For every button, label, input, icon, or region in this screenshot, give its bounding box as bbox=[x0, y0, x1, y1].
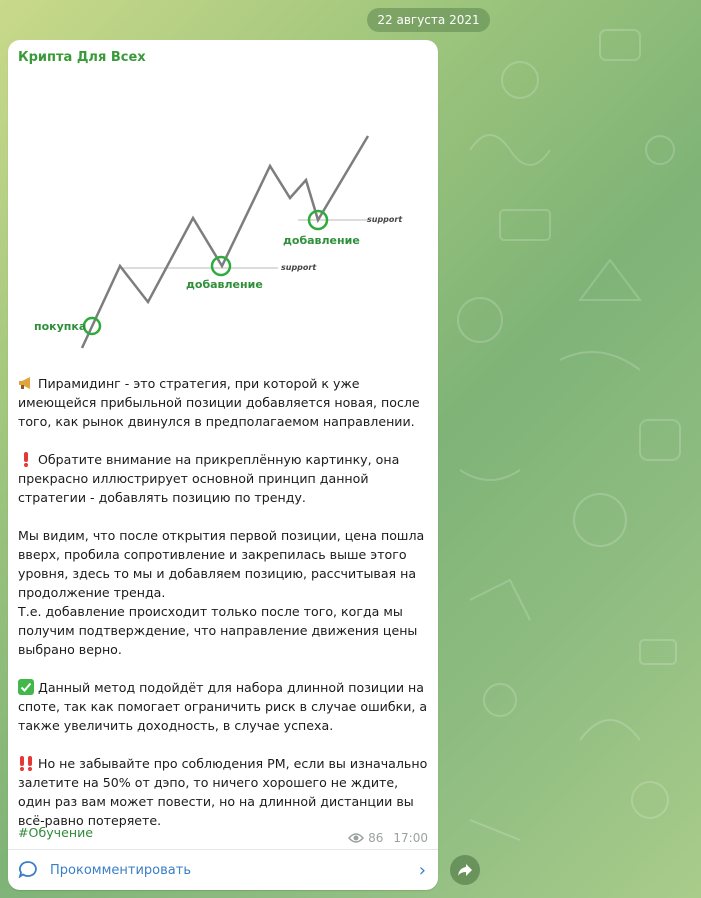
message-time: 17:00 bbox=[393, 831, 428, 845]
paragraph-4 bbox=[18, 602, 430, 659]
message-bubble bbox=[8, 40, 438, 890]
buy-label: покупка bbox=[34, 320, 87, 333]
message-text bbox=[18, 374, 430, 849]
check-icon bbox=[18, 679, 34, 695]
paragraph-6-text: Но не забывайте про соблюдения РМ, если вы изначально залетите на 50% от дэпо, то ничего хорошего не ждите, один раз вам может повести, но на длинной дистанции вы всё-равно потеряете. bbox=[18, 756, 428, 828]
date-separator: 22 августа 2021 bbox=[367, 8, 490, 32]
share-arrow-icon bbox=[457, 863, 473, 877]
support-label-1: support bbox=[281, 263, 317, 272]
channel-name[interactable]: Крипта Для Всех bbox=[18, 50, 146, 65]
message-meta bbox=[348, 831, 428, 845]
comment-label: Прокомментировать bbox=[50, 862, 191, 878]
paragraph-3 bbox=[18, 526, 430, 602]
views-count: 86 bbox=[368, 831, 384, 845]
comment-bubble-icon bbox=[18, 860, 38, 880]
paragraph-5-text: Данный метод подойдёт для набора длинной позиции на споте, так как помогает ограничить риск в случае ошибки, а также увеличить доходность, в случае успеха. bbox=[18, 680, 428, 733]
share-button[interactable] bbox=[450, 855, 480, 885]
paragraph-2 bbox=[18, 450, 430, 507]
megaphone-icon bbox=[18, 375, 34, 391]
paragraph-2-text: Обратите внимание на прикреплённую картинку, она прекрасно иллюстрирует основной принцип данной стратегии - добавлять позицию по тренду. bbox=[18, 452, 400, 505]
hashtag-link[interactable]: #Обучение bbox=[18, 825, 94, 840]
double-exclamation-icon bbox=[18, 755, 34, 771]
paragraph-4-text: Т.е. добавление происходит только после того, когда мы получим подтверждение, что направление движения цены выбрано верно. bbox=[18, 604, 418, 657]
paragraph-6 bbox=[18, 754, 430, 830]
paragraph-1 bbox=[18, 374, 430, 431]
add-label-2: добавление bbox=[283, 234, 360, 247]
exclamation-icon bbox=[18, 451, 34, 467]
views-eye-icon bbox=[348, 832, 364, 844]
comment-button[interactable] bbox=[8, 849, 438, 890]
chevron-right-icon: › bbox=[418, 859, 426, 881]
add-label-1: добавление bbox=[186, 278, 263, 291]
paragraph-5 bbox=[18, 678, 430, 735]
paragraph-3-text: Мы видим, что после открытия первой позиции, цена пошла вверх, пробила сопротивление и закрепилась выше этого уровня, здесь то мы и добавляем позицию, рассчитывая на продолжение тренда. bbox=[18, 528, 425, 600]
pyramiding-chart[interactable] bbox=[8, 76, 438, 366]
support-label-2: support bbox=[367, 215, 403, 224]
paragraph-1-text: Пирамидинг - это стратегия, при которой к уже имеющейся прибыльной позиции добавляется новая, после того, как рынок двинулся в предполагаемом направлении. bbox=[18, 376, 420, 429]
